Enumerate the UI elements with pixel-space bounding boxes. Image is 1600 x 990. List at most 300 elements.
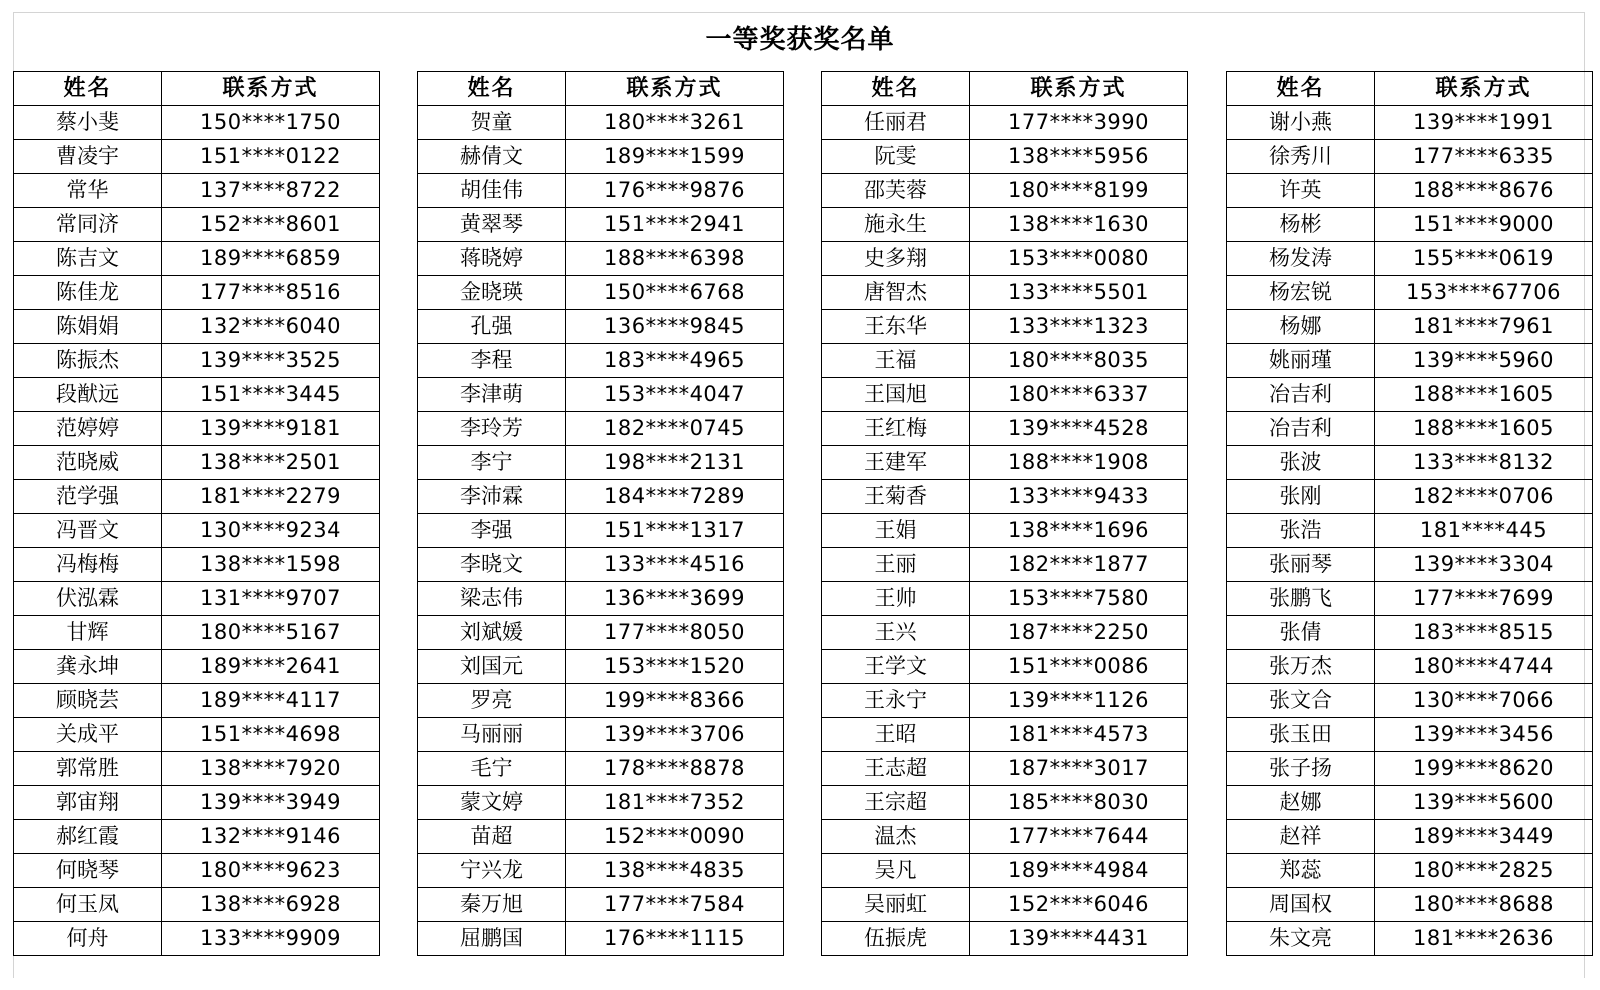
table-row bbox=[14, 106, 380, 140]
winner-name-cell: 李宁 bbox=[418, 446, 566, 480]
winner-phone-cell: 198****2131 bbox=[566, 446, 784, 480]
table-row bbox=[822, 616, 1188, 650]
table-row bbox=[1227, 582, 1593, 616]
table-row bbox=[14, 684, 380, 718]
name-column-header: 姓名 bbox=[822, 72, 970, 106]
table-header-row bbox=[822, 72, 1188, 106]
winner-phone-cell: 151****3445 bbox=[162, 378, 380, 412]
table-row bbox=[1227, 242, 1593, 276]
winner-phone-cell: 199****8620 bbox=[1375, 752, 1593, 786]
table-row bbox=[14, 242, 380, 276]
winner-name-cell: 陈佳龙 bbox=[14, 276, 162, 310]
winner-phone-cell: 138****1598 bbox=[162, 548, 380, 582]
table-row bbox=[14, 718, 380, 752]
table-row bbox=[1227, 106, 1593, 140]
winner-name-cell: 赵娜 bbox=[1227, 786, 1375, 820]
winner-name-cell: 陈娟娟 bbox=[14, 310, 162, 344]
winner-phone-cell: 184****7289 bbox=[566, 480, 784, 514]
winner-name-cell: 王志超 bbox=[822, 752, 970, 786]
winner-name-cell: 谢小燕 bbox=[1227, 106, 1375, 140]
winner-name-cell: 许英 bbox=[1227, 174, 1375, 208]
winner-name-cell: 刘斌媛 bbox=[418, 616, 566, 650]
table-row bbox=[1227, 446, 1593, 480]
winner-name-cell: 王菊香 bbox=[822, 480, 970, 514]
winner-phone-cell: 188****1605 bbox=[1375, 378, 1593, 412]
winner-phone-cell: 138****2501 bbox=[162, 446, 380, 480]
winner-name-cell: 宁兴龙 bbox=[418, 854, 566, 888]
winner-name-cell: 李晓文 bbox=[418, 548, 566, 582]
table-row bbox=[418, 276, 784, 310]
page-title: 一等奖获奖名单 bbox=[705, 25, 895, 55]
winner-phone-cell: 139****3456 bbox=[1375, 718, 1593, 752]
table-row bbox=[418, 548, 784, 582]
table-row bbox=[822, 854, 1188, 888]
table-row bbox=[822, 820, 1188, 854]
winner-phone-cell: 181****445 bbox=[1375, 514, 1593, 548]
table-row bbox=[418, 310, 784, 344]
winner-name-cell: 苗超 bbox=[418, 820, 566, 854]
winner-phone-cell: 180****5167 bbox=[162, 616, 380, 650]
table-row bbox=[14, 616, 380, 650]
table-row bbox=[822, 310, 1188, 344]
winner-name-cell: 张文合 bbox=[1227, 684, 1375, 718]
table-row bbox=[418, 208, 784, 242]
table-row bbox=[822, 446, 1188, 480]
winner-phone-cell: 132****9146 bbox=[162, 820, 380, 854]
winner-name-cell: 冯梅梅 bbox=[14, 548, 162, 582]
winner-phone-cell: 185****8030 bbox=[970, 786, 1188, 820]
table-row bbox=[1227, 480, 1593, 514]
table-row bbox=[1227, 378, 1593, 412]
winner-name-cell: 张鹏飞 bbox=[1227, 582, 1375, 616]
winner-phone-cell: 139****4528 bbox=[970, 412, 1188, 446]
winner-name-cell: 何晓琴 bbox=[14, 854, 162, 888]
table-row bbox=[14, 752, 380, 786]
winner-name-cell: 徐秀川 bbox=[1227, 140, 1375, 174]
winner-name-cell: 刘国元 bbox=[418, 650, 566, 684]
winner-phone-cell: 150****6768 bbox=[566, 276, 784, 310]
table-row bbox=[418, 684, 784, 718]
winner-name-cell: 温杰 bbox=[822, 820, 970, 854]
table-row bbox=[14, 922, 380, 956]
table-row bbox=[14, 208, 380, 242]
winner-name-cell: 贺童 bbox=[418, 106, 566, 140]
table-row bbox=[14, 344, 380, 378]
contact-column-header: 联系方式 bbox=[970, 72, 1188, 106]
table-row bbox=[822, 786, 1188, 820]
winner-phone-cell: 139****1126 bbox=[970, 684, 1188, 718]
winner-phone-cell: 139****3304 bbox=[1375, 548, 1593, 582]
table-row bbox=[822, 412, 1188, 446]
winner-phone-cell: 177****7699 bbox=[1375, 582, 1593, 616]
winner-phone-cell: 187****3017 bbox=[970, 752, 1188, 786]
winner-phone-cell: 139****3706 bbox=[566, 718, 784, 752]
winner-name-cell: 李程 bbox=[418, 344, 566, 378]
table-row bbox=[1227, 344, 1593, 378]
table-row bbox=[822, 242, 1188, 276]
winner-name-cell: 杨彬 bbox=[1227, 208, 1375, 242]
winner-name-cell: 冯晋文 bbox=[14, 514, 162, 548]
winner-name-cell: 龚永坤 bbox=[14, 650, 162, 684]
winner-phone-cell: 137****8722 bbox=[162, 174, 380, 208]
table-row bbox=[14, 786, 380, 820]
winner-phone-cell: 153****1520 bbox=[566, 650, 784, 684]
table-row bbox=[822, 106, 1188, 140]
winner-phone-cell: 138****1630 bbox=[970, 208, 1188, 242]
winner-phone-cell: 151****2941 bbox=[566, 208, 784, 242]
winner-name-cell: 蔡小斐 bbox=[14, 106, 162, 140]
winner-name-cell: 任丽君 bbox=[822, 106, 970, 140]
table-row bbox=[822, 480, 1188, 514]
winner-phone-cell: 139****5960 bbox=[1375, 344, 1593, 378]
winner-phone-cell: 177****3990 bbox=[970, 106, 1188, 140]
winner-name-cell: 王昭 bbox=[822, 718, 970, 752]
winner-name-cell: 张子扬 bbox=[1227, 752, 1375, 786]
table-row bbox=[418, 616, 784, 650]
winner-phone-cell: 181****4573 bbox=[970, 718, 1188, 752]
winner-phone-cell: 151****9000 bbox=[1375, 208, 1593, 242]
table-row bbox=[1227, 310, 1593, 344]
table-row bbox=[1227, 820, 1593, 854]
winner-name-cell: 周国权 bbox=[1227, 888, 1375, 922]
table-row bbox=[1227, 854, 1593, 888]
table-row bbox=[1227, 922, 1593, 956]
table-row bbox=[14, 412, 380, 446]
winner-phone-cell: 152****8601 bbox=[162, 208, 380, 242]
table-row bbox=[822, 344, 1188, 378]
winner-name-cell: 范婷婷 bbox=[14, 412, 162, 446]
winner-name-cell: 王娟 bbox=[822, 514, 970, 548]
winner-name-cell: 赵祥 bbox=[1227, 820, 1375, 854]
winner-name-cell: 何玉凤 bbox=[14, 888, 162, 922]
winner-phone-cell: 187****2250 bbox=[970, 616, 1188, 650]
winner-table-2 bbox=[417, 71, 784, 956]
winner-name-cell: 杨发涛 bbox=[1227, 242, 1375, 276]
table-row bbox=[822, 174, 1188, 208]
winner-phone-cell: 151****0086 bbox=[970, 650, 1188, 684]
table-row bbox=[1227, 616, 1593, 650]
winner-phone-cell: 188****8676 bbox=[1375, 174, 1593, 208]
winner-name-cell: 马丽丽 bbox=[418, 718, 566, 752]
table-row bbox=[822, 684, 1188, 718]
winner-name-cell: 罗亮 bbox=[418, 684, 566, 718]
winner-phone-cell: 180****2825 bbox=[1375, 854, 1593, 888]
table-row bbox=[822, 514, 1188, 548]
winner-name-cell: 范晓威 bbox=[14, 446, 162, 480]
winner-name-cell: 王兴 bbox=[822, 616, 970, 650]
table-row bbox=[418, 412, 784, 446]
table-row bbox=[418, 582, 784, 616]
table-row bbox=[14, 888, 380, 922]
table-row bbox=[1227, 752, 1593, 786]
winner-name-cell: 顾晓芸 bbox=[14, 684, 162, 718]
winner-name-cell: 何舟 bbox=[14, 922, 162, 956]
winner-name-cell: 赫倩文 bbox=[418, 140, 566, 174]
winner-phone-cell: 189****4984 bbox=[970, 854, 1188, 888]
winner-phone-cell: 182****0745 bbox=[566, 412, 784, 446]
winner-phone-cell: 183****4965 bbox=[566, 344, 784, 378]
winner-phone-cell: 177****7584 bbox=[566, 888, 784, 922]
table-row bbox=[14, 276, 380, 310]
winner-phone-cell: 131****9707 bbox=[162, 582, 380, 616]
winner-name-cell: 张玉田 bbox=[1227, 718, 1375, 752]
table-row bbox=[1227, 514, 1593, 548]
winner-name-cell: 朱文亮 bbox=[1227, 922, 1375, 956]
winner-name-cell: 梁志伟 bbox=[418, 582, 566, 616]
winner-name-cell: 王建军 bbox=[822, 446, 970, 480]
winner-phone-cell: 180****4744 bbox=[1375, 650, 1593, 684]
winner-phone-cell: 153****0080 bbox=[970, 242, 1188, 276]
winner-name-cell: 李玲芳 bbox=[418, 412, 566, 446]
table-row bbox=[822, 752, 1188, 786]
winner-phone-cell: 139****3525 bbox=[162, 344, 380, 378]
winner-name-cell: 阮雯 bbox=[822, 140, 970, 174]
winner-name-cell: 王东华 bbox=[822, 310, 970, 344]
table-row bbox=[418, 344, 784, 378]
winner-phone-cell: 139****5600 bbox=[1375, 786, 1593, 820]
winner-phone-cell: 180****8688 bbox=[1375, 888, 1593, 922]
table-row bbox=[418, 854, 784, 888]
winner-name-cell: 王帅 bbox=[822, 582, 970, 616]
table-row bbox=[1227, 140, 1593, 174]
table-row bbox=[1227, 276, 1593, 310]
winner-phone-cell: 177****7644 bbox=[970, 820, 1188, 854]
table-row bbox=[418, 820, 784, 854]
table-row bbox=[822, 582, 1188, 616]
table-row bbox=[822, 718, 1188, 752]
winner-phone-cell: 188****6398 bbox=[566, 242, 784, 276]
winner-phone-cell: 133****9909 bbox=[162, 922, 380, 956]
winner-name-cell: 胡佳伟 bbox=[418, 174, 566, 208]
winner-name-cell: 范学强 bbox=[14, 480, 162, 514]
table-row bbox=[14, 310, 380, 344]
table-row bbox=[822, 888, 1188, 922]
winner-name-cell: 常华 bbox=[14, 174, 162, 208]
winner-name-cell: 蒋晓婷 bbox=[418, 242, 566, 276]
table-row bbox=[822, 140, 1188, 174]
winner-name-cell: 屈鹏国 bbox=[418, 922, 566, 956]
winner-phone-cell: 182****0706 bbox=[1375, 480, 1593, 514]
winner-name-cell: 张倩 bbox=[1227, 616, 1375, 650]
winner-phone-cell: 181****2279 bbox=[162, 480, 380, 514]
winner-phone-cell: 182****1877 bbox=[970, 548, 1188, 582]
winner-name-cell: 郑蕊 bbox=[1227, 854, 1375, 888]
table-row bbox=[14, 820, 380, 854]
table-row bbox=[418, 514, 784, 548]
winner-name-cell: 王学文 bbox=[822, 650, 970, 684]
table-row bbox=[418, 242, 784, 276]
winner-phone-cell: 177****8050 bbox=[566, 616, 784, 650]
winner-name-cell: 张丽琴 bbox=[1227, 548, 1375, 582]
winner-name-cell: 秦万旭 bbox=[418, 888, 566, 922]
winner-phone-cell: 189****1599 bbox=[566, 140, 784, 174]
winner-name-cell: 关成平 bbox=[14, 718, 162, 752]
table-row bbox=[1227, 684, 1593, 718]
winner-name-cell: 常同济 bbox=[14, 208, 162, 242]
winner-name-cell: 邵芙蓉 bbox=[822, 174, 970, 208]
winner-name-cell: 曹凌宇 bbox=[14, 140, 162, 174]
winner-phone-cell: 180****9623 bbox=[162, 854, 380, 888]
table-row bbox=[14, 650, 380, 684]
winner-phone-cell: 151****1317 bbox=[566, 514, 784, 548]
winner-name-cell: 伍振虎 bbox=[822, 922, 970, 956]
winner-phone-cell: 130****9234 bbox=[162, 514, 380, 548]
winner-phone-cell: 180****8199 bbox=[970, 174, 1188, 208]
winner-phone-cell: 180****6337 bbox=[970, 378, 1188, 412]
table-row bbox=[14, 140, 380, 174]
winner-name-cell: 陈振杰 bbox=[14, 344, 162, 378]
winner-phone-cell: 138****6928 bbox=[162, 888, 380, 922]
winner-phone-cell: 152****0090 bbox=[566, 820, 784, 854]
table-row bbox=[822, 548, 1188, 582]
winner-name-cell: 甘辉 bbox=[14, 616, 162, 650]
winner-phone-cell: 153****67706 bbox=[1375, 276, 1593, 310]
winner-phone-cell: 133****8132 bbox=[1375, 446, 1593, 480]
winner-phone-cell: 181****7352 bbox=[566, 786, 784, 820]
table-row bbox=[822, 378, 1188, 412]
winner-phone-cell: 138****5956 bbox=[970, 140, 1188, 174]
name-column-header: 姓名 bbox=[1227, 72, 1375, 106]
winner-phone-cell: 189****2641 bbox=[162, 650, 380, 684]
winner-phone-cell: 139****9181 bbox=[162, 412, 380, 446]
winner-name-cell: 李强 bbox=[418, 514, 566, 548]
winner-phone-cell: 136****9845 bbox=[566, 310, 784, 344]
winner-phone-cell: 177****8516 bbox=[162, 276, 380, 310]
winner-phone-cell: 188****1908 bbox=[970, 446, 1188, 480]
name-column-header: 姓名 bbox=[418, 72, 566, 106]
winner-table-4 bbox=[1226, 71, 1593, 956]
winner-phone-cell: 139****4431 bbox=[970, 922, 1188, 956]
winner-phone-cell: 183****8515 bbox=[1375, 616, 1593, 650]
table-row bbox=[418, 650, 784, 684]
winner-phone-cell: 176****1115 bbox=[566, 922, 784, 956]
table-row bbox=[1227, 718, 1593, 752]
winner-name-cell: 蒙文婷 bbox=[418, 786, 566, 820]
winner-name-cell: 张浩 bbox=[1227, 514, 1375, 548]
contact-column-header: 联系方式 bbox=[566, 72, 784, 106]
table-row bbox=[14, 480, 380, 514]
winner-phone-cell: 133****4516 bbox=[566, 548, 784, 582]
winner-name-cell: 冶吉利 bbox=[1227, 412, 1375, 446]
winner-name-cell: 王丽 bbox=[822, 548, 970, 582]
table-row bbox=[418, 888, 784, 922]
table-row bbox=[1227, 650, 1593, 684]
table-row bbox=[14, 514, 380, 548]
winner-phone-cell: 139****3949 bbox=[162, 786, 380, 820]
winner-table-3 bbox=[821, 71, 1188, 956]
winner-name-cell: 杨宏锐 bbox=[1227, 276, 1375, 310]
winner-phone-cell: 136****3699 bbox=[566, 582, 784, 616]
table-row bbox=[1227, 174, 1593, 208]
winner-phone-cell: 150****1750 bbox=[162, 106, 380, 140]
winner-name-cell: 陈吉文 bbox=[14, 242, 162, 276]
table-row bbox=[418, 140, 784, 174]
name-column-header: 姓名 bbox=[14, 72, 162, 106]
table-row bbox=[418, 174, 784, 208]
table-row bbox=[14, 174, 380, 208]
table-row bbox=[418, 718, 784, 752]
winner-name-cell: 史多翔 bbox=[822, 242, 970, 276]
winner-phone-cell: 180****8035 bbox=[970, 344, 1188, 378]
table-row bbox=[1227, 208, 1593, 242]
winner-phone-cell: 181****2636 bbox=[1375, 922, 1593, 956]
table-header-row bbox=[1227, 72, 1593, 106]
winner-name-cell: 唐智杰 bbox=[822, 276, 970, 310]
winner-phone-cell: 151****0122 bbox=[162, 140, 380, 174]
table-row bbox=[418, 378, 784, 412]
winner-phone-cell: 189****4117 bbox=[162, 684, 380, 718]
winner-name-cell: 王永宁 bbox=[822, 684, 970, 718]
winner-name-cell: 王福 bbox=[822, 344, 970, 378]
winner-name-cell: 王国旭 bbox=[822, 378, 970, 412]
table-row bbox=[822, 276, 1188, 310]
winner-phone-cell: 188****1605 bbox=[1375, 412, 1593, 446]
winner-phone-cell: 133****5501 bbox=[970, 276, 1188, 310]
winner-phone-cell: 189****3449 bbox=[1375, 820, 1593, 854]
winner-phone-cell: 176****9876 bbox=[566, 174, 784, 208]
winner-table-1 bbox=[13, 71, 380, 956]
table-row bbox=[14, 582, 380, 616]
table-row bbox=[14, 378, 380, 412]
winner-phone-cell: 155****0619 bbox=[1375, 242, 1593, 276]
winner-phone-cell: 151****4698 bbox=[162, 718, 380, 752]
table-row bbox=[14, 446, 380, 480]
winner-name-cell: 张刚 bbox=[1227, 480, 1375, 514]
winner-name-cell: 张万杰 bbox=[1227, 650, 1375, 684]
table-row bbox=[418, 922, 784, 956]
winner-name-cell: 吴丽虹 bbox=[822, 888, 970, 922]
winner-phone-cell: 130****7066 bbox=[1375, 684, 1593, 718]
winner-phone-cell: 133****9433 bbox=[970, 480, 1188, 514]
table-row bbox=[822, 650, 1188, 684]
winner-name-cell: 毛宁 bbox=[418, 752, 566, 786]
table-row bbox=[822, 208, 1188, 242]
winner-name-cell: 张波 bbox=[1227, 446, 1375, 480]
winner-name-cell: 郭宙翔 bbox=[14, 786, 162, 820]
winner-phone-cell: 177****6335 bbox=[1375, 140, 1593, 174]
winner-name-cell: 黄翠琴 bbox=[418, 208, 566, 242]
winner-name-cell: 姚丽瑾 bbox=[1227, 344, 1375, 378]
winner-phone-cell: 132****6040 bbox=[162, 310, 380, 344]
winner-phone-cell: 138****4835 bbox=[566, 854, 784, 888]
winner-phone-cell: 180****3261 bbox=[566, 106, 784, 140]
table-row bbox=[1227, 412, 1593, 446]
table-row bbox=[14, 854, 380, 888]
winner-phone-cell: 199****8366 bbox=[566, 684, 784, 718]
winner-phone-cell: 138****1696 bbox=[970, 514, 1188, 548]
winner-name-cell: 吴凡 bbox=[822, 854, 970, 888]
table-row bbox=[1227, 786, 1593, 820]
winner-phone-cell: 153****7580 bbox=[970, 582, 1188, 616]
table-header-row bbox=[14, 72, 380, 106]
table-row bbox=[1227, 888, 1593, 922]
winner-name-cell: 金晓瑛 bbox=[418, 276, 566, 310]
winner-name-cell: 伏泓霖 bbox=[14, 582, 162, 616]
winner-phone-cell: 189****6859 bbox=[162, 242, 380, 276]
table-header-row bbox=[418, 72, 784, 106]
winner-name-cell: 郭常胜 bbox=[14, 752, 162, 786]
table-row bbox=[14, 548, 380, 582]
winner-phone-cell: 133****1323 bbox=[970, 310, 1188, 344]
winner-name-cell: 王宗超 bbox=[822, 786, 970, 820]
table-row bbox=[822, 922, 1188, 956]
winner-name-cell: 冶吉利 bbox=[1227, 378, 1375, 412]
winner-name-cell: 施永生 bbox=[822, 208, 970, 242]
table-row bbox=[418, 480, 784, 514]
winner-name-cell: 杨娜 bbox=[1227, 310, 1375, 344]
contact-column-header: 联系方式 bbox=[162, 72, 380, 106]
table-row bbox=[418, 752, 784, 786]
